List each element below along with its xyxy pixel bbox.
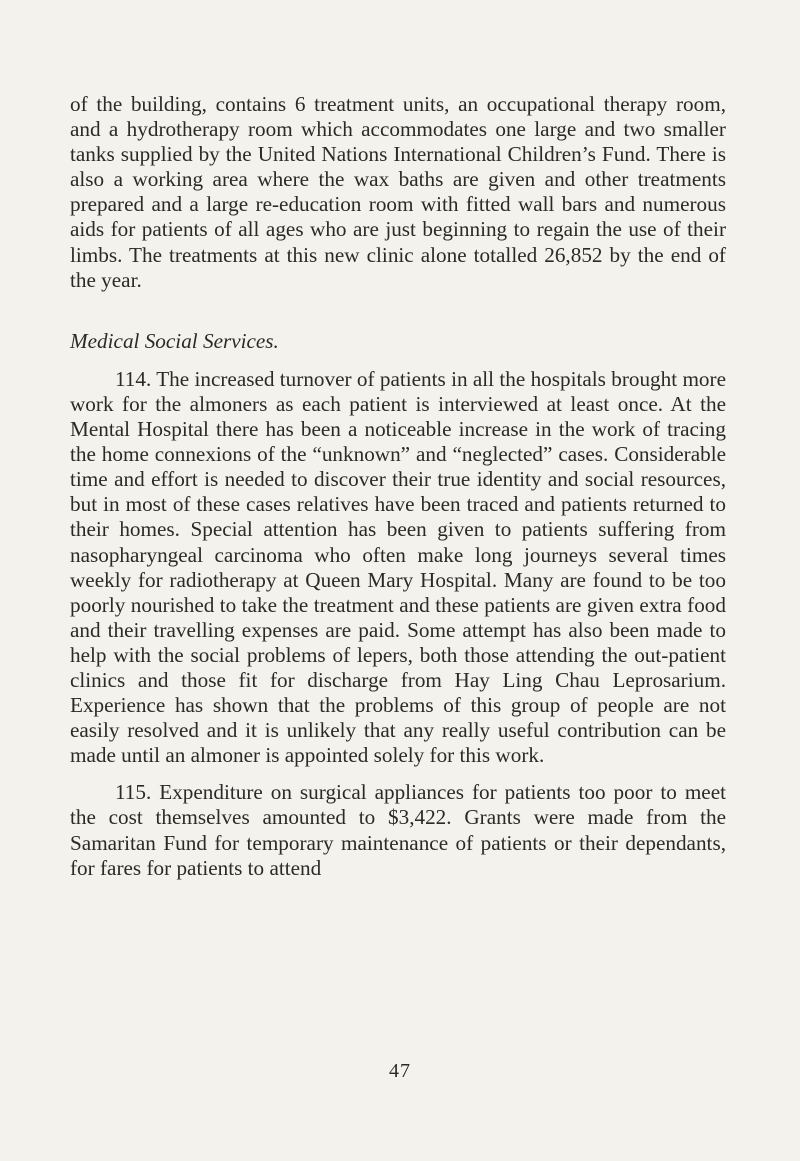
paragraph-114: 114. The increased turnover of patients in all the hospitals brought more work for the almoners as each patient is interviewed at least once. At the Mental Hospital there has been a noticeable increase in the work of tracing the home connexions of the “unknown” and “neglected” cases. Considerable time and effort is needed to discover their true identity and social resources, but in most of these cases relatives have been traced and patients returned to their homes. Special attention has been given to patients suffering from nasopharyngeal carcinoma who often make long journeys several times weekly for radiotherapy at Queen Mary Hospital. Many are found to be too poorly nourished to take the treatment and these patients are given extra food and their travelling expenses are paid. Some attempt has also been made to help with the social problems of lepers, both those attending the out-patient clinics and those fit for discharge from Hay Ling Chau Leprosarium. Experience has shown that the problems of this group of people are not easily resolved and it is unlikely that any really useful contribution can be made until an almoner is appointed solely for this work. [70,366,726,768]
document-page [70,92,726,881]
paragraph-continuation: of the building, contains 6 treatment units, an occupational therapy room, and a hydrotherapy room which accommodates one large and two smaller tanks supplied by the United Nations International Children’s Fund. There is also a working area where the wax baths are given and other treatments prepared and a large re-education room with fitted wall bars and numerous aids for patients of all ages who are just beginning to regain the use of their limbs. The treatments at this new clinic alone totalled 26,852 by the end of the year. [70,92,726,292]
paragraph-115: 115. Expenditure on surgical appliances for patients too poor to meet the cost themselves amounted to $3,422. Grants were made from the Samaritan Fund for temporary maintenance of patients or their dependants, for fares for patients to attend [70,780,726,880]
page-number: 47 [389,1060,411,1082]
section-heading: Medical Social Services. [70,328,279,353]
